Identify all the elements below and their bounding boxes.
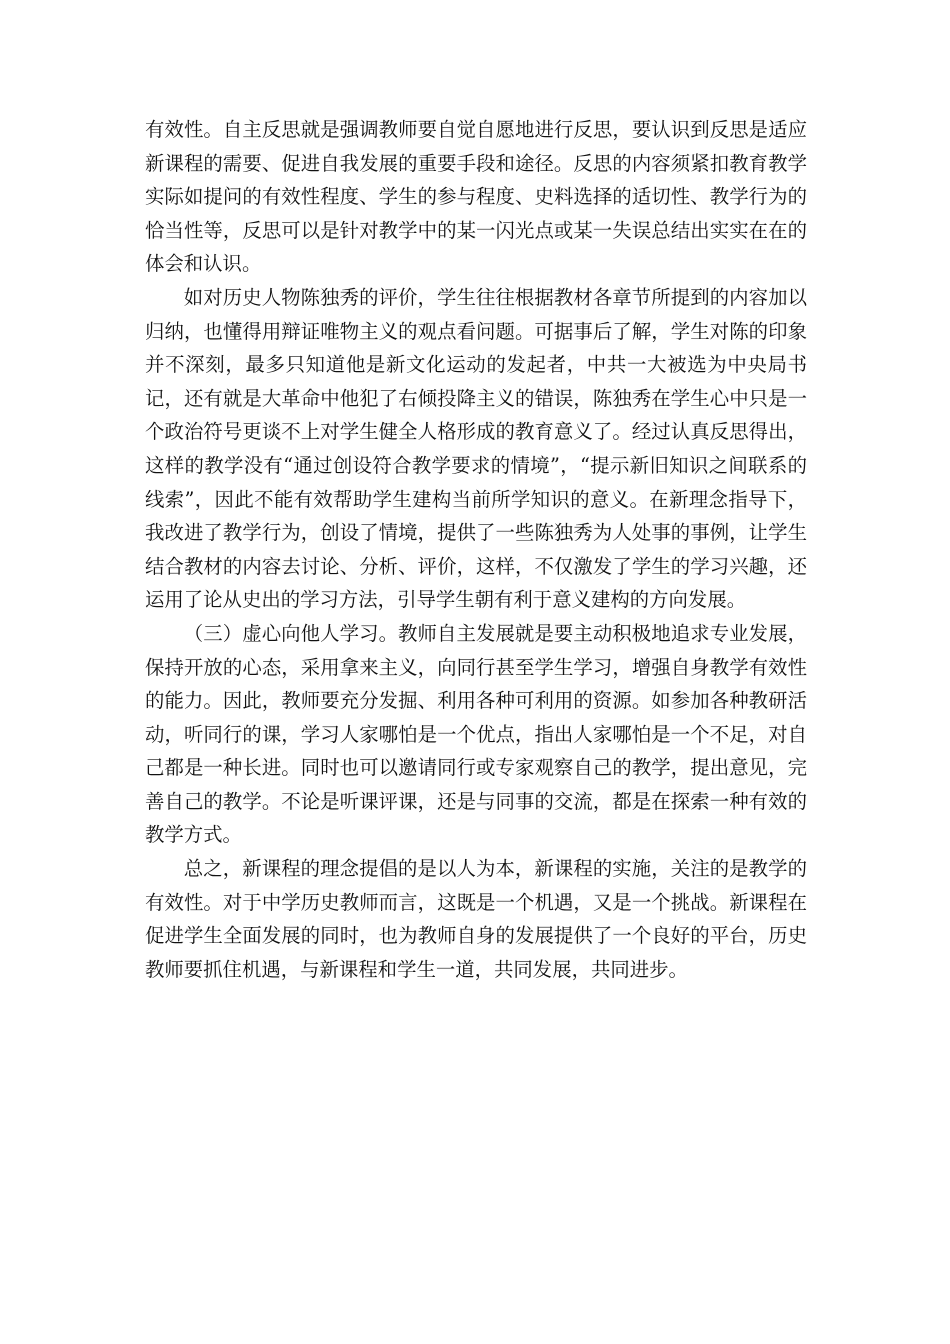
paragraph-continuation: 有效性。自主反思就是强调教师要自觉自愿地进行反思，要认识到反思是适应新课程的需要、促进自我发展的重要手段和途径。反思的内容须紧扣教育教学实际如提问的有效性程度、学生的参与程度、史料选择的适切性、教学行为的恰当性等，反思可以是针对教学中的某一闪光点或某一失误总结出实实在在的体会和认识。 xyxy=(145,118,807,276)
document-body xyxy=(145,113,807,986)
paragraph-conclusion: 总之，新课程的理念提倡的是以人为本，新课程的实施，关注的是教学的有效性。对于中学历史教师而言，这既是一个机遇，又是一个挑战。新课程在促进学生全面发展的同时，也为教师自身的发展提供了一个良好的平台，历史教师要抓住机遇，与新课程和学生一道，共同发展，共同进步。 xyxy=(145,857,807,981)
paragraph-learn-from-others: （三）虚心向他人学习。教师自主发展就是要主动积极地追求专业发展，保持开放的心态，采用拿来主义，向同行甚至学生学习，增强自身教学有效性的能力。因此，教师要充分发掘、利用各种可利用的资源。如参加各种教研活动，听同行的课，学习人家哪怕是一个优点，指出人家哪怕是一个不足，对自己都是一种长进。同时也可以邀请同行或专家观察自己的教学，提出意见，完善自己的教学。不论是听课评课，还是与同事的交流，都是在探索一种有效的教学方式。 xyxy=(145,621,807,847)
paragraph-chen-duxiu-example: 如对历史人物陈独秀的评价，学生往往根据教材各章节所提到的内容加以归纳，也懂得用辩证唯物主义的观点看问题。可据事后了解，学生对陈的印象并不深刻，最多只知道他是新文化运动的发起者，中共一大被选为中央局书记，还有就是大革命中他犯了右倾投降主义的错误，陈独秀在学生心中只是一个政治符号更谈不上对学生健全人格形成的教育意义了。经过认真反思得出，这样的教学没有“通过创设符合教学要求的情境”，“提示新旧知识之间联系的线索”，因此不能有效帮助学生建构当前所学知识的意义。在新理念指导下，我改进了教学行为，创设了情境，提供了一些陈独秀为人处事的事例，让学生结合教材的内容去讨论、分析、评价，这样，不仅激发了学生的学习兴趣，还运用了论从史出的学习方法，引导学生朝有利于意义建构的方向发展。 xyxy=(145,285,807,612)
